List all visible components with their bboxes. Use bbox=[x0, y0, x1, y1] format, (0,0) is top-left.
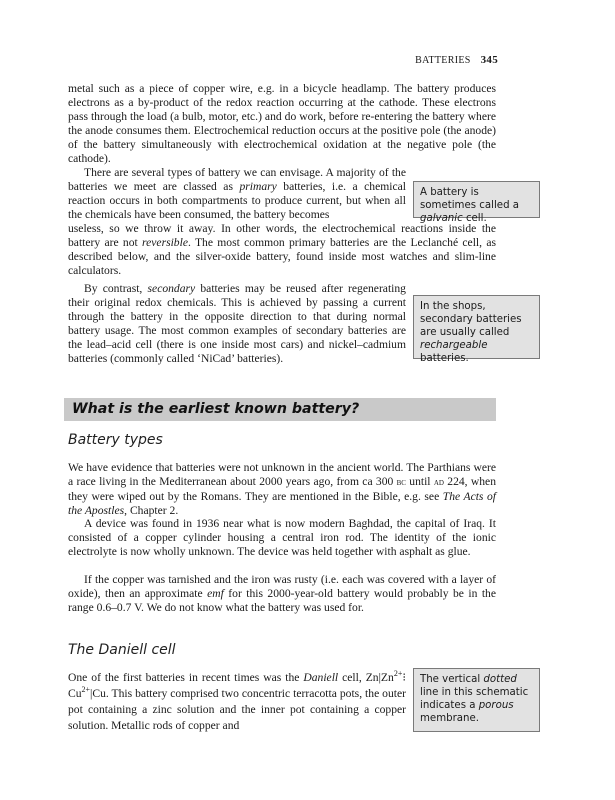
term-reversible: reversible bbox=[142, 236, 188, 249]
term-daniell: Daniell bbox=[303, 671, 339, 684]
paragraph-secondary: By contrast, secondary batteries may be reused after regenerating their original redox chemicals. This is achieved by passing a current through the battery in the opposite direction to that during normal battery usage. The most common examples of secondary batteries are the lead–acid cell (there is one inside most cars) and nickel–cadmium batteries (commonly called ‘NiCad’ batteries). bbox=[68, 282, 406, 365]
paragraph-intro bbox=[68, 82, 496, 166]
paragraph-baghdad: A device was found in 1936 near what is now modern Baghdad, the capital of Iraq. It consisted of a copper cylinder housing a central iron rod. The identity of the ionic electrolyte is now wholly unknown. The device was held together with asphalt as glue. bbox=[68, 517, 496, 558]
paragraph-emf: If the copper was tarnished and the iron was rusty (i.e. each was covered with a layer of oxide), then an approximate emf for this 2000-year-old battery would probably be in the range 0.6–0.7 V. We do not know what the battery was used for. bbox=[68, 573, 496, 614]
paragraph-parthians: We have evidence that batteries were not unknown in the ancient world. The Parthians were a race living in the Mediterranean about 2000 years ago, from ca 300 bc until ad 224, when they were wiped out by the Romans. They are mentioned in the Bible, e.g. see The Acts of the Apostles, Chapter 2. bbox=[68, 461, 496, 517]
term-emf: emf bbox=[207, 587, 224, 600]
paragraph-battery-types-wide: useless, so we throw it away. In other words, the electrochemical reactions inside the battery are not reversible. The most common primary batteries are the Leclanché cell, as described below, and the silver-oxide battery, found inside most watches and slim-line calculators. bbox=[68, 222, 496, 277]
paragraph-text: metal such as a piece of copper wire, e.g. in a bicycle headlamp. The battery produces electrons as a by-product of the redox reaction occurring at the cathode. These electrons pass through the load (a bulb, motor, etc.) and do work, before re-entering the battery where the anode consumes them. Electrochemical reduction occurs at the positive pole (the anode) of the battery simultaneously with electrochemical oxidation at the negative pole (the cathode). bbox=[68, 82, 496, 165]
book-title: The Acts of the Apostles bbox=[68, 490, 496, 517]
running-header-title: BATTERIES bbox=[415, 55, 471, 66]
cell-formula: $Zn|Zn^{2+}⁝Cu^{2+}|Cu$ bbox=[68, 669, 407, 700]
sidebar-rechargeable-note: In the shops, secondary batteries are usually called rechargeable batteries. bbox=[413, 295, 540, 359]
running-header bbox=[360, 54, 498, 66]
paragraph-daniell: One of the first batteries in recent times was the Daniell cell, $Zn|Zn^{2+}⁝Cu^{2+}|Cu$. This battery comprised two concentric terracotta pots, the outer pot containing a zinc solution and the inner pot containing a copper solution. Metallic rods of copper and bbox=[68, 669, 407, 732]
question-heading: What is the earliest known battery? bbox=[64, 398, 496, 421]
section-heading-battery-types: Battery types bbox=[68, 432, 163, 448]
section-heading-daniell: The Daniell cell bbox=[68, 642, 176, 658]
term-primary: primary bbox=[239, 180, 277, 193]
paragraph-battery-types-narrow: There are several types of battery we can envisage. A majority of the batteries we meet are classed as primary batteries, i.e. a chemical reaction occurs in both compartments to produce current, but when all the chemicals have been consumed, the battery becomes bbox=[68, 166, 406, 221]
term-secondary: secondary bbox=[147, 282, 196, 295]
sidebar-galvanic-note: A battery is sometimes called a galvanic cell. bbox=[413, 181, 540, 218]
sidebar-porous-membrane-note: The vertical dotted line in this schematic indicates a porous membrane. bbox=[413, 668, 540, 732]
page-number: 345 bbox=[480, 54, 498, 66]
